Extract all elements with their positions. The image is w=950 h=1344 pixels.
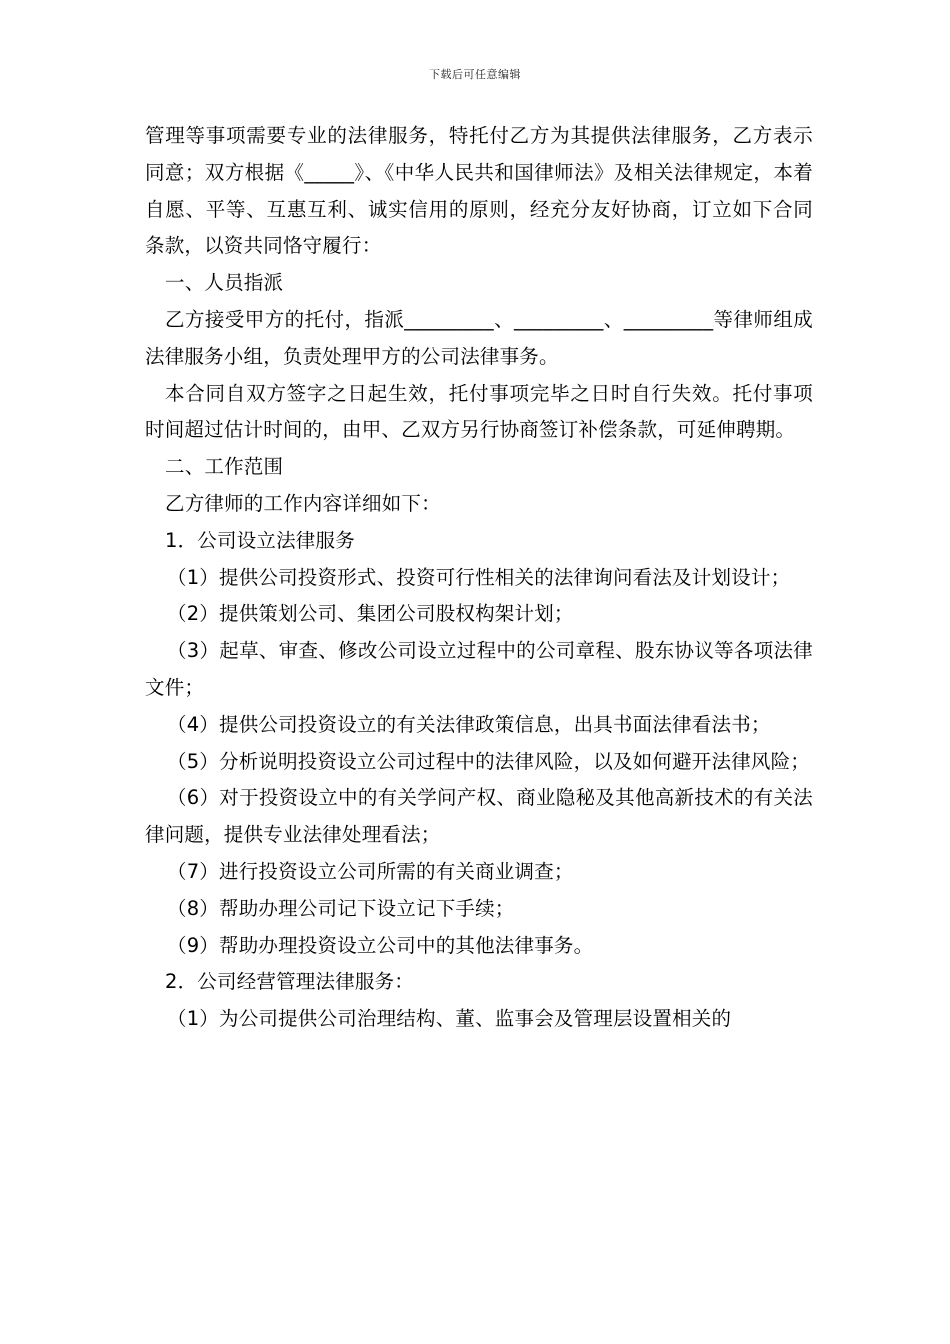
section-heading-personnel: 一、人员指派	[165, 271, 284, 295]
paragraph-scope-intro: 乙方律师的工作内容详细如下：	[165, 491, 441, 515]
paragraph-personnel: 乙方接受甲方的托付，指派_________、_________、_________等律师组成法律服务小组，负责处理甲方的公司法律事务。	[145, 307, 813, 368]
list-item-4: （4）提供公司投资设立的有关法律政策信息，出具书面法律看法书；	[167, 712, 771, 736]
page-header-watermark: 下载后可任意编辑	[429, 68, 521, 81]
list-item-2: （2）提供策划公司、集团公司股权构架计划；	[167, 602, 574, 626]
list-item-7: （7）进行投资设立公司所需的有关商业调查；	[167, 859, 574, 883]
section-heading-scope: 二、工作范围	[165, 455, 284, 479]
paragraph-intro: 管理等事项需要专业的法律服务，特托付乙方为其提供法律服务，乙方表示同意；双方根据《_____》、《中华人民共和国律师法》及相关法律规定，本着自愿、平等、互惠互利、诚实信用的原则，经充分友好协商，订立如下合同条款，以资共同恪守履行：	[145, 124, 813, 258]
subsection-heading-establishment: 1．公司设立法律服务	[165, 528, 355, 552]
list-item-5: （5）分析说明投资设立公司过程中的法律风险，以及如何避开法律风险；	[167, 749, 811, 773]
list-item-9: （9）帮助办理投资设立公司中的其他法律事务。	[167, 933, 594, 957]
document-body	[145, 118, 813, 1038]
list-item-8: （8）帮助办理公司记下设立记下手续；	[167, 896, 515, 920]
subsection-heading-operations: 2．公司经营管理法律服务：	[165, 970, 415, 994]
list-item-3: （3）起草、审查、修改公司设立过程中的公司章程、股东协议等各项法律文件；	[145, 639, 813, 699]
list-item-6: （6）对于投资设立中的有关学问产权、商业隐秘及其他高新技术的有关法律问题，提供专业法律处理看法；	[145, 786, 813, 847]
list-item-1: （1）提供公司投资形式、投资可行性相关的法律询问看法及计划设计；	[167, 565, 791, 589]
paragraph-term: 本合同自双方签字之日起生效，托付事项完毕之日时自行失效。托付事项时间超过估计时间的，由甲、乙双方另行协商签订补偿条款，可延伸聘期。	[145, 381, 813, 442]
list-item-ops-1: （1）为公司提供公司治理结构、董、监事会及管理层设置相关的	[167, 1007, 732, 1031]
